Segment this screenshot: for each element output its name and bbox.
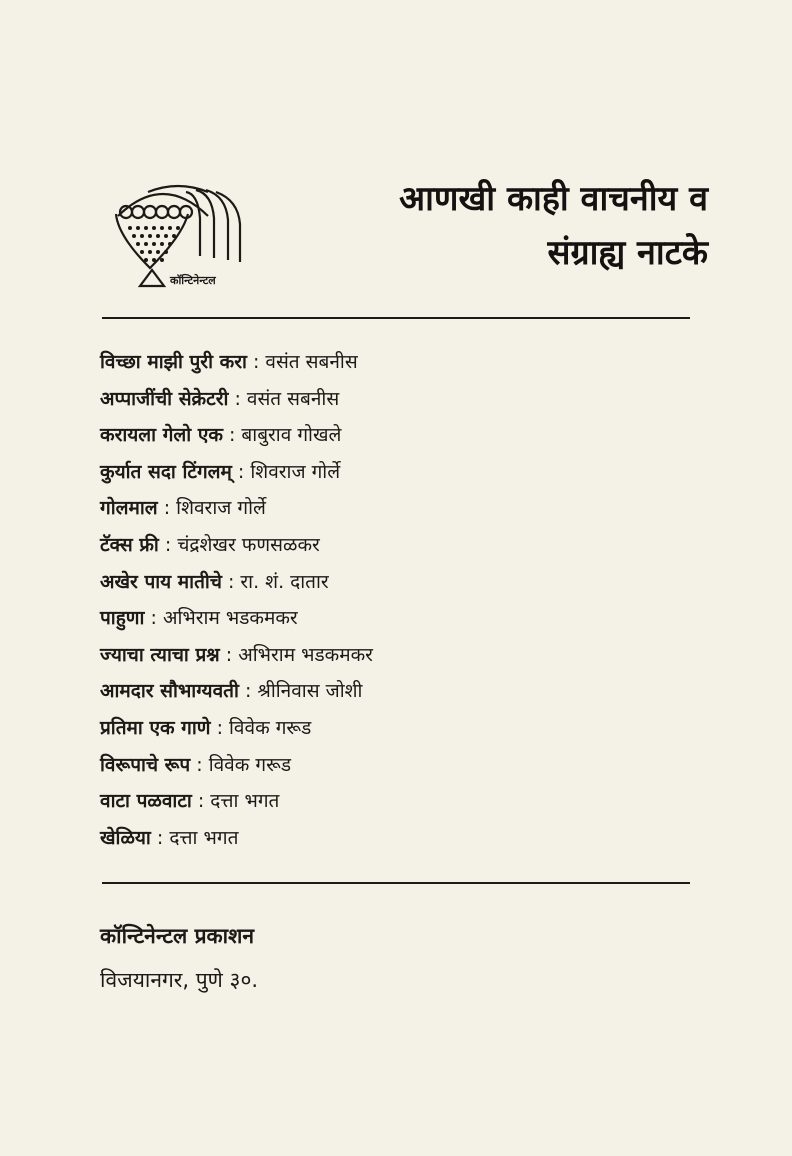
list-item bbox=[100, 490, 720, 527]
book-author: विवेक गरूड bbox=[229, 716, 312, 739]
book-title: खेळिया bbox=[100, 826, 151, 849]
book-title: कुर्यात सदा टिंगलम् bbox=[100, 460, 232, 483]
list-item bbox=[100, 564, 720, 601]
separator: : bbox=[228, 387, 247, 410]
separator: : bbox=[210, 716, 230, 739]
separator: : bbox=[221, 570, 241, 593]
separator: : bbox=[219, 643, 239, 666]
page-heading bbox=[330, 172, 708, 280]
book-author: दत्ता भगत bbox=[169, 826, 239, 849]
book-title: अप्पाजींची सेक्रेटरी bbox=[100, 387, 229, 410]
book-title: अखेर पाय मातीचे bbox=[100, 570, 222, 593]
separator: : bbox=[238, 680, 258, 703]
separator: : bbox=[144, 607, 163, 630]
book-author: वसंत सबनीस bbox=[246, 387, 340, 410]
book-author: विवेक गरूड bbox=[208, 753, 291, 776]
book-title: टॅक्स फ्री bbox=[100, 533, 159, 556]
book-author: शिवराज गोर्ले bbox=[176, 497, 266, 520]
svg-text:कॉन्टिनेन्टल: कॉन्टिनेन्टल bbox=[170, 274, 216, 287]
publisher-name: कॉन्टिनेन्टल प्रकाशन bbox=[100, 924, 255, 948]
book-title: आमदार सौभाग्यवती bbox=[100, 680, 239, 703]
book-title: वाटा पळवाटा bbox=[100, 790, 192, 813]
book-title: विरूपाचे रूप bbox=[100, 753, 191, 776]
separator: : bbox=[222, 424, 242, 447]
separator: : bbox=[191, 790, 211, 813]
book-author: अभिराम भडकमकर bbox=[162, 607, 298, 630]
list-item bbox=[100, 600, 720, 637]
book-author: बाबुराव गोखले bbox=[241, 424, 342, 447]
list-item bbox=[100, 710, 720, 747]
list-item bbox=[100, 783, 720, 820]
separator: : bbox=[157, 497, 177, 520]
separator: : bbox=[158, 533, 178, 556]
book-title: ज्याचा त्याचा प्रश्न bbox=[100, 643, 220, 666]
book-title: करायला गेलो एक bbox=[100, 424, 223, 447]
list-item bbox=[100, 381, 720, 418]
heading-line-2: संग्राह्य नाटके bbox=[547, 233, 708, 273]
separator: : bbox=[150, 826, 170, 849]
list-item bbox=[100, 527, 720, 564]
book-author: श्रीनिवास जोशी bbox=[257, 680, 363, 703]
list-item bbox=[100, 673, 720, 710]
book-title: गोलमाल bbox=[100, 497, 158, 520]
book-author: दत्ता भगत bbox=[210, 790, 280, 813]
list-item bbox=[100, 747, 720, 784]
book-list bbox=[100, 344, 720, 856]
publisher-logo bbox=[108, 178, 248, 290]
list-item bbox=[100, 637, 720, 674]
publisher-address: विजयानगर, पुणे ३०. bbox=[100, 968, 259, 992]
book-author: शिवराज गोर्ले bbox=[250, 460, 341, 483]
book-author: वसंत सबनीस bbox=[265, 351, 358, 373]
list-item bbox=[100, 417, 720, 454]
list-item bbox=[100, 454, 720, 491]
separator: : bbox=[190, 753, 209, 776]
book-author: अभिराम भडकमकर bbox=[238, 643, 373, 666]
book-title: पाहुणा bbox=[100, 607, 145, 630]
list-item bbox=[100, 820, 720, 857]
heading-line-1: आणखी काही वाचनीय व bbox=[399, 179, 708, 219]
separator: : bbox=[246, 351, 266, 373]
bottom-divider bbox=[102, 882, 690, 884]
list-item bbox=[100, 344, 720, 381]
book-title: प्रतिमा एक गाणे bbox=[100, 716, 211, 739]
separator: : bbox=[231, 460, 251, 483]
book-title: विच्छा माझी पुरी करा bbox=[100, 351, 247, 373]
book-author: रा. शं. दातार bbox=[240, 570, 329, 593]
logo-emblem-icon bbox=[108, 178, 248, 290]
book-author: चंद्रशेखर फणसळकर bbox=[177, 533, 320, 556]
top-divider bbox=[102, 317, 690, 319]
